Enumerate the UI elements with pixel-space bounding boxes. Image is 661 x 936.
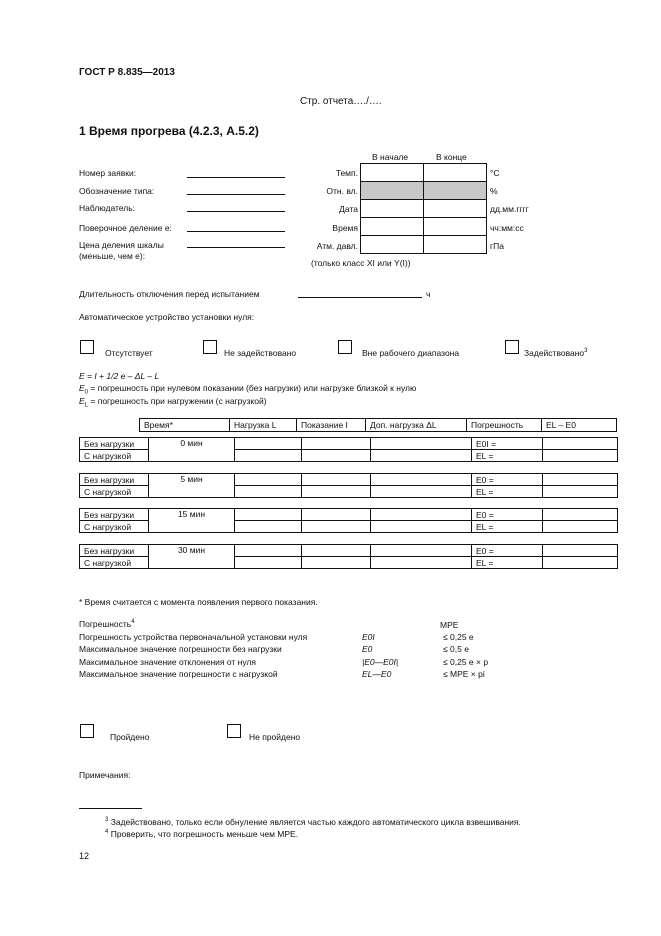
error-cell[interactable]: E0 = bbox=[472, 509, 543, 521]
date-start-cell[interactable] bbox=[361, 200, 424, 218]
cell[interactable] bbox=[235, 557, 302, 569]
col-header-start: В начале bbox=[372, 152, 409, 162]
temp-start-cell[interactable] bbox=[361, 164, 424, 182]
error-row-limit: ≤ 0,25 e × p bbox=[443, 657, 489, 667]
option-out-of-range-label: Вне рабочего диапазона bbox=[362, 348, 460, 358]
header-el-e0: EL – E0 bbox=[542, 419, 617, 432]
error-row-label: Максимальное значение погрешности с нагрузкой bbox=[79, 669, 278, 679]
unit-temp: °С bbox=[490, 168, 500, 178]
col-header-end: В конце bbox=[436, 152, 467, 162]
field-label-order-number: Номер заявки: bbox=[79, 168, 137, 178]
cell[interactable] bbox=[235, 509, 302, 521]
header-time: Время* bbox=[140, 419, 230, 432]
formula-el-def: $E_L$ = погрешность при нагружении (с нагрузкой) bbox=[79, 396, 267, 409]
disconnect-unit: ч bbox=[426, 289, 431, 299]
cell[interactable] bbox=[302, 450, 371, 462]
time-cell: 30 мин bbox=[149, 545, 235, 569]
checkbox-failed[interactable] bbox=[227, 724, 241, 738]
meas-label-humidity: Отн. вл. bbox=[326, 186, 358, 196]
conditions-row-date bbox=[361, 200, 487, 218]
passed-label: Пройдено bbox=[110, 732, 150, 742]
error-row-symbol: E0 bbox=[362, 644, 373, 654]
error-cell[interactable]: EL = bbox=[472, 486, 543, 498]
header-error: Погрешность bbox=[467, 419, 542, 432]
cell[interactable] bbox=[371, 521, 472, 533]
option-used-label: Задействовано$^3$ bbox=[524, 348, 588, 358]
error-row-label: Максимальное значение погрешности без нагрузки bbox=[79, 644, 282, 654]
error-cell[interactable]: EL = bbox=[472, 557, 543, 569]
mpe-header: MPE bbox=[440, 620, 459, 630]
field-observer[interactable] bbox=[187, 211, 285, 212]
cell[interactable] bbox=[235, 486, 302, 498]
error-row-symbol: E0I bbox=[362, 632, 375, 642]
footnote-divider bbox=[79, 808, 142, 809]
cell[interactable] bbox=[302, 509, 371, 521]
cell[interactable] bbox=[302, 545, 371, 557]
meas-label-time: Время bbox=[332, 223, 358, 233]
notes-label: Примечания: bbox=[79, 770, 131, 780]
option-absent-label: Отсутствует bbox=[105, 348, 153, 358]
row-label: С нагрузкой bbox=[80, 521, 149, 533]
page-number: 12 bbox=[79, 851, 90, 861]
cell[interactable] bbox=[543, 438, 618, 450]
grid-block-2 bbox=[79, 508, 618, 533]
option-not-used-label: Не задействовано bbox=[224, 348, 297, 358]
unit-humidity: % bbox=[490, 186, 498, 196]
cell[interactable] bbox=[543, 450, 618, 462]
time-cell: 0 мин bbox=[149, 438, 235, 462]
field-label-type: Обозначение типа: bbox=[79, 186, 155, 196]
humidity-start-cell bbox=[361, 182, 424, 200]
grid-block-3 bbox=[79, 544, 618, 569]
field-verification-division[interactable] bbox=[187, 231, 285, 232]
field-order-number[interactable] bbox=[187, 177, 285, 178]
disconnect-label: Длительность отключения перед испытанием bbox=[79, 289, 260, 299]
time-end-cell[interactable] bbox=[424, 218, 487, 236]
cell[interactable] bbox=[302, 438, 371, 450]
row-label: С нагрузкой bbox=[80, 486, 149, 498]
header-indication: Показание I bbox=[297, 419, 366, 432]
footnote-4: $^4$ Проверить, что погрешность меньше чем MPE. bbox=[105, 829, 299, 839]
class-note: (только класс XI или Y(I)) bbox=[311, 258, 411, 268]
row-label: Без нагрузки bbox=[80, 474, 149, 486]
grid-block-1 bbox=[79, 473, 618, 498]
time-start-cell[interactable] bbox=[361, 218, 424, 236]
conditions-row-pressure bbox=[361, 236, 487, 254]
checkbox-out-of-range[interactable] bbox=[338, 340, 352, 354]
row-label: С нагрузкой bbox=[80, 557, 149, 569]
cell[interactable] bbox=[302, 557, 371, 569]
cell[interactable] bbox=[543, 474, 618, 486]
cell[interactable] bbox=[371, 486, 472, 498]
error-row-label: Погрешность устройства первоначальной установки нуля bbox=[79, 632, 308, 642]
meas-label-date: Дата bbox=[339, 204, 358, 214]
cell[interactable] bbox=[543, 521, 618, 533]
formula-error: E = I + 1/2 e – ΔL – L bbox=[79, 371, 160, 381]
cell[interactable] bbox=[371, 509, 472, 521]
conditions-row-time bbox=[361, 218, 487, 236]
footnote-ref-4: 4 bbox=[131, 619, 135, 626]
section-title: 1 Время прогрева (4.2.3, А.5.2) bbox=[79, 124, 259, 138]
footnote-3: $^3$ Задействовано, только если обнуление является частью каждого автоматического цикла взвешивания. bbox=[105, 817, 521, 827]
meas-label-pressure: Атм. давл. bbox=[316, 241, 358, 251]
cell[interactable] bbox=[371, 450, 472, 462]
time-note: * Время считается с момента появления первого показания. bbox=[79, 597, 318, 607]
cell[interactable] bbox=[302, 521, 371, 533]
field-label-observer: Наблюдатель: bbox=[79, 203, 135, 213]
cell[interactable] bbox=[235, 545, 302, 557]
error-row-symbol: |E0—E0I| bbox=[362, 657, 399, 667]
zero-device-label: Автоматическое устройство установки нуля: bbox=[79, 312, 255, 322]
header-add-load: Доп. нагрузка ΔL bbox=[366, 419, 467, 432]
cell[interactable] bbox=[371, 545, 472, 557]
cell[interactable] bbox=[543, 545, 618, 557]
formula-e0-def: $E_0$ = погрешность при нулевом показании (без нагрузки) или нагрузке близкой к нулю bbox=[79, 383, 417, 396]
cell[interactable] bbox=[371, 474, 472, 486]
error-cell[interactable]: E0 = bbox=[472, 474, 543, 486]
field-scale-division[interactable] bbox=[187, 247, 285, 248]
pressure-start-cell[interactable] bbox=[361, 236, 424, 254]
error-row-limit: ≤ 0,25 e bbox=[443, 632, 474, 642]
error-cell[interactable]: EL = bbox=[472, 521, 543, 533]
row-label: С нагрузкой bbox=[80, 450, 149, 462]
cell[interactable] bbox=[235, 474, 302, 486]
checkbox-not-used[interactable] bbox=[203, 340, 217, 354]
grid-header bbox=[139, 418, 617, 432]
error-row-symbol: EL—E0 bbox=[362, 669, 392, 679]
error-cell[interactable]: E0 = bbox=[472, 545, 543, 557]
conditions-row-temp bbox=[361, 164, 487, 182]
field-label-scale-division: Цена деления шкалы bbox=[79, 240, 164, 250]
grid-block-0 bbox=[79, 437, 618, 462]
field-label-verification-division: Поверочное деление e: bbox=[79, 223, 172, 233]
table-row bbox=[80, 438, 618, 450]
disconnect-duration-field[interactable] bbox=[298, 297, 422, 298]
table-row bbox=[80, 509, 618, 521]
cell[interactable] bbox=[235, 521, 302, 533]
unit-date: дд.мм.гггг bbox=[490, 204, 529, 214]
cell[interactable] bbox=[371, 438, 472, 450]
error-row-limit: ≤ 0,5 e bbox=[443, 644, 469, 654]
cell[interactable] bbox=[371, 557, 472, 569]
humidity-end-cell bbox=[424, 182, 487, 200]
table-row bbox=[80, 474, 618, 486]
row-label: Без нагрузки bbox=[80, 509, 149, 521]
errors-title: Погрешность$^4$ bbox=[79, 619, 135, 629]
cell[interactable] bbox=[235, 438, 302, 450]
cell[interactable] bbox=[543, 486, 618, 498]
error-cell[interactable]: E0I = bbox=[472, 438, 543, 450]
cell[interactable] bbox=[302, 474, 371, 486]
checkbox-used[interactable] bbox=[505, 340, 519, 354]
time-cell: 15 мин bbox=[149, 509, 235, 533]
meas-label-temp: Темп. bbox=[335, 168, 358, 178]
temp-end-cell[interactable] bbox=[424, 164, 487, 182]
conditions-row-humidity bbox=[361, 182, 487, 200]
date-end-cell[interactable] bbox=[424, 200, 487, 218]
conditions-table bbox=[360, 163, 487, 254]
report-page-ref: Стр. отчета…./…. bbox=[300, 96, 382, 107]
failed-label: Не пройдено bbox=[249, 732, 301, 742]
footnote-ref-3: 3 bbox=[584, 348, 588, 355]
unit-pressure: гПа bbox=[490, 241, 504, 251]
cell[interactable] bbox=[543, 509, 618, 521]
checkbox-absent[interactable] bbox=[80, 340, 94, 354]
table-row bbox=[80, 545, 618, 557]
error-row-limit: ≤ MPE × pi bbox=[443, 669, 485, 679]
cell[interactable] bbox=[302, 486, 371, 498]
row-label: Без нагрузки bbox=[80, 438, 149, 450]
error-row-label: Максимальное значение отклонения от нуля bbox=[79, 657, 256, 667]
pressure-end-cell[interactable] bbox=[424, 236, 487, 254]
error-cell[interactable]: EL = bbox=[472, 450, 543, 462]
field-label-scale-division-note: (меньше, чем e): bbox=[79, 251, 146, 261]
header-load: Нагрузка L bbox=[230, 419, 297, 432]
checkbox-passed[interactable] bbox=[80, 724, 94, 738]
field-type-designation[interactable] bbox=[187, 194, 285, 195]
cell[interactable] bbox=[543, 557, 618, 569]
cell[interactable] bbox=[235, 450, 302, 462]
standard-number: ГОСТ Р 8.835—2013 bbox=[79, 67, 175, 78]
time-cell: 5 мин bbox=[149, 474, 235, 498]
unit-time: чч:мм:сс bbox=[490, 223, 524, 233]
row-label: Без нагрузки bbox=[80, 545, 149, 557]
